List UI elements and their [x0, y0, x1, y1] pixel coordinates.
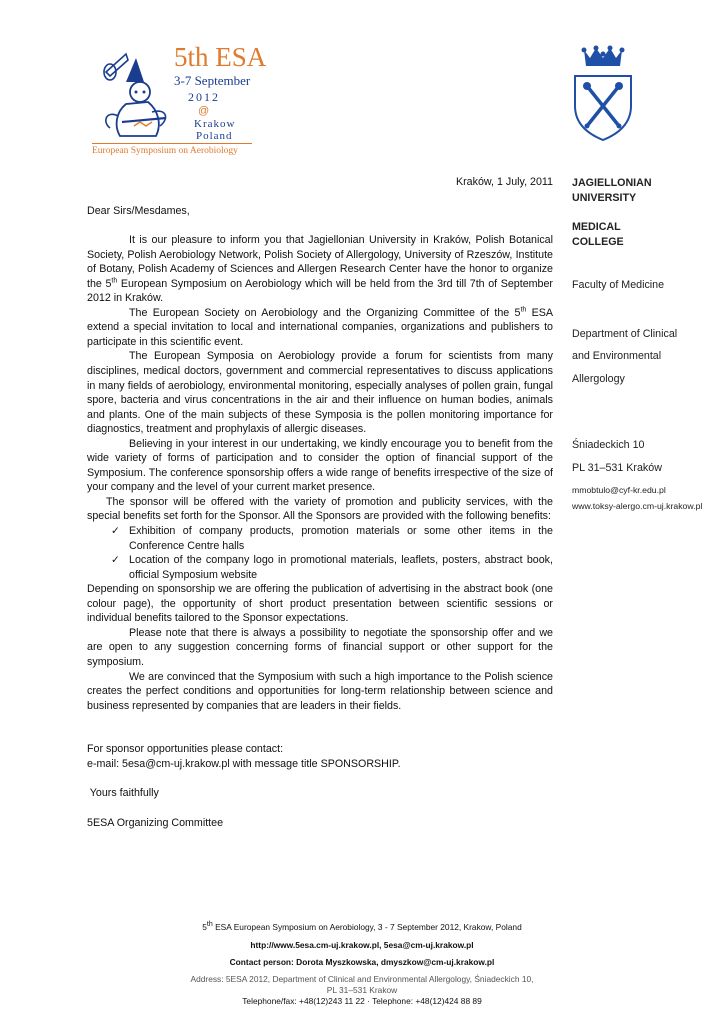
checkmark-icon: ✓ — [111, 525, 120, 538]
letterhead-sidebar — [572, 176, 722, 514]
paragraph-sponsor-benefits: The sponsor will be offered with the variety of promotion and publicity services, with the special benefits set forth for the Sponsor. All the Sponsors are provided with the following benefits: — [87, 495, 553, 523]
checkmark-icon: ✓ — [111, 554, 120, 567]
email-line: e-mail: 5esa@cm-uj.krakow.pl with message title SPONSORSHIP. — [87, 757, 401, 770]
department-email: mmobtulo@cyf-kr.edu.pl — [572, 485, 666, 495]
logo-country: Poland — [196, 130, 233, 142]
street-address: Śniadeckich 10 — [572, 439, 645, 451]
logo-year: 2012 — [188, 90, 220, 104]
page-footer — [0, 920, 724, 1007]
department-website: www.toksy-alergo.cm-uj.krakow.pl — [572, 501, 703, 511]
footer-links: http://www.5esa.cm-uj.krakow.pl, 5esa@cm-uj.krakow.pl — [250, 940, 474, 950]
aerobiologist-mascot-icon — [96, 52, 174, 142]
paragraph-advertising: Depending on sponsorship we are offering the publication of advertising in the abstract book (one colour page), the opportunity of short product presentation between scientific sessions or individual benefits tailored to the Sponsor expectations. — [87, 583, 553, 625]
crown-sceptres-crest-icon — [572, 44, 634, 142]
paragraph-invitation: The European Society on Aerobiology and the Organizing Committee of the 5th ESA extend a special invitation to local and international companies, organizations and publishers to participate in this scientific event. — [87, 306, 553, 348]
footer-address-line2: PL 31–531 Krakow — [326, 984, 398, 995]
closing: Yours faithfully — [87, 787, 159, 800]
university-crest — [572, 44, 634, 142]
footer-contact-person: Contact person: Dorota Myszkowska, dmyszkow@cm-uj.krakow.pl — [229, 957, 495, 967]
faculty-name: Faculty of Medicine — [572, 279, 665, 291]
salutation: Dear Sirs/Mesdames, — [87, 204, 190, 217]
footer-event-line: 5th ESA European Symposium on Aerobiology, 3 - 7 September 2012, Krakow, Poland — [202, 921, 522, 932]
paragraph-encouragement: Believing in your interest in our undertaking, we kindly encourage you to benefit from the wide variety of forms of participation and to consider the option of financial support of the Symposium. The conference sponsorship offers a wide range of benefits irrespective of the size of your company and the level of your current market presence. — [87, 437, 553, 494]
paragraph-intro: It is our pleasure to inform you that Jagiellonian University in Kraków, Polish Botanical Society, Polish Aerobiology Network, Polish Society of Allergology, University of Rzeszów, Institute of Botany, Polish Academy of Sciences and Allergen Research Center have the honor to organize the 5th European Symposium on Aerobiology which will be held from the 3rd till 7th of September 2012 in Kraków. — [87, 234, 553, 305]
postal-address: PL 31–531 Kraków — [572, 461, 662, 474]
department-name-line3: Allergology — [572, 372, 625, 385]
conference-logo — [92, 42, 267, 158]
logo-at: @ — [198, 105, 210, 117]
list-item: ✓ Exhibition of company products, promotion materials or some other items in the Conference Centre halls — [111, 525, 553, 552]
contact-line: For sponsor opportunities please contact: — [87, 743, 284, 756]
department-name-line2: and Environmental — [572, 350, 662, 362]
college-name-line2: COLLEGE — [572, 235, 624, 248]
logo-divider — [92, 143, 252, 144]
university-name: JAGIELLONIAN — [572, 177, 652, 189]
paragraph-forum: The European Symposia on Aerobiology provide a forum for scientists from many disciplines, medical doctors, government and commercial representatives to discuss applications in many fields of aerobiology, environmental monitoring, especially analyses of pollen grain, fungal spore, bacteria and virus concentrations in the air and their influence on human bodies, animals and plants. One of the main subjects of these Symposia is the pollen monitoring importance for diagnostics, treatment and prophylaxis of allergic diseases. — [87, 350, 553, 436]
paragraph-conclusion: We are convinced that the Symposium with such a high importance to the Polish science creates the perfect conditions and opportunities for long-term relationship between science and business represented by companies that are leaders in their fields. — [87, 670, 553, 712]
department-name: Department of Clinical — [572, 327, 678, 340]
letter-date: Kraków, 1 July, 2011 — [455, 176, 553, 188]
list-item: ✓ Location of the company logo in promotional materials, leaflets, posters, abstract book, official Symposium website — [111, 554, 553, 581]
paragraph-negotiation: Please note that there is always a possibility to negotiate the sponsorship offer and we are open to any suggestion concerning forms of financial support or other support for the symposium. — [87, 626, 553, 668]
college-name: MEDICAL — [572, 221, 621, 233]
signature: 5ESA Organizing Committee — [87, 816, 224, 829]
letter-body — [87, 175, 553, 830]
university-name-line2: UNIVERSITY — [572, 191, 637, 204]
benefits-list — [87, 524, 553, 582]
logo-title: 5th ESA — [174, 42, 267, 72]
footer-phone: Telephone/fax: +48(12)243 11 22 · Telephone: +48(12)424 88 89 — [242, 996, 482, 1006]
logo-dates: 3-7 September — [174, 73, 251, 88]
logo-city: Krakow — [194, 118, 236, 130]
logo-subtitle: European Symposium on Aerobiology — [92, 146, 238, 156]
footer-address: Address: 5ESA 2012, Department of Clinical and Environmental Allergology, Śniadeckich 10, — [190, 974, 534, 984]
